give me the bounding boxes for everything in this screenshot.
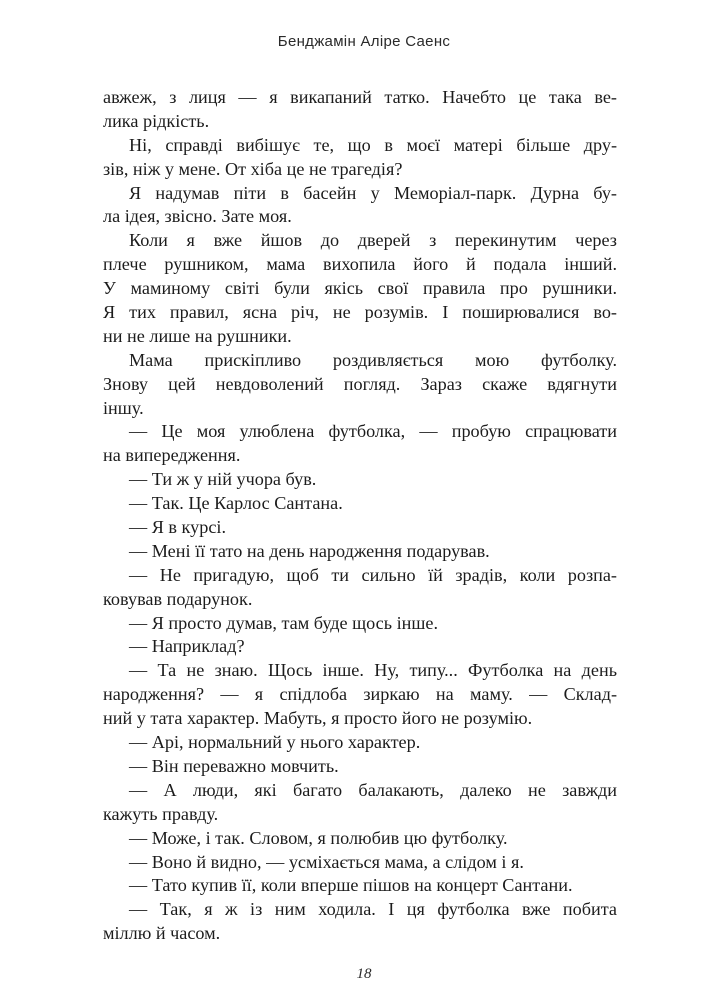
text-line: зів, ніж у мене. От хіба це не трагедія? — [103, 158, 403, 179]
text-line: Коли я вже йшов до дверей з перекинутим через — [129, 230, 617, 251]
text-line: ла ідея, звісно. Зате моя. — [103, 206, 292, 227]
text-line: — Воно й видно, — усміхається мама, а слідом і я. — [129, 851, 524, 872]
text-line: — Ти ж у ній учора був. — [129, 469, 317, 490]
text-line: ний у тата характер. Мабуть, я просто його не розумію. — [103, 708, 533, 729]
text-line: — Я в курсі. — [129, 517, 226, 538]
text-line: іншу. — [103, 397, 144, 418]
text-line: — Так, я ж із ним ходила. І ця футболка вже побита — [129, 899, 617, 920]
text-line: — Та не знаю. Щось інше. Ну, типу... Футболка на день — [129, 660, 617, 681]
text-line: ковував подарунок. — [103, 588, 253, 609]
text-line: на випередження. — [103, 445, 241, 466]
text-line: кажуть правду. — [103, 803, 219, 824]
text-line: ни не лише на рушники. — [103, 325, 292, 346]
text-line: міллю й часом. — [103, 923, 221, 944]
text-line: плече рушником, мама вихопила його й подала інший. — [103, 254, 617, 275]
text-line: — Він переважно мовчить. — [129, 755, 339, 776]
text-line: — Мені її тато на день народження подарував. — [129, 540, 490, 561]
text-line: — Тато купив її, коли вперше пішов на концерт Сантани. — [129, 875, 573, 896]
text-line: У маминому світі були якісь свої правила про рушники. — [103, 278, 617, 299]
text-line: — Може, і так. Словом, я полюбив цю футболку. — [129, 827, 508, 848]
body-text — [103, 86, 617, 946]
text-line: Знову цей невдоволений погляд. Зараз скаже вдягнути — [103, 373, 617, 394]
text-line: — Я просто думав, там буде щось інше. — [129, 612, 439, 633]
text-line: Я надумав піти в басейн у Меморіал-парк. Дурна бу- — [129, 182, 617, 203]
text-line: — Так. Це Карлос Сантана. — [129, 493, 343, 514]
text-line: — Наприклад? — [129, 636, 245, 657]
text-line: авжеж, з лиця — я викапаний татко. Начебто це така ве- — [103, 87, 617, 107]
text-line: Я тих правил, ясна річ, не розумів. І поширювалися во- — [103, 302, 617, 323]
text-line: Ні, справді вибішує те, що в моєї матері більше дру- — [129, 134, 617, 155]
text-line: — Це моя улюблена футболка, — пробую спрацювати — [129, 421, 617, 442]
page-number: 18 — [356, 966, 372, 982]
text-line: — Арі, нормальний у нього характер. — [129, 732, 421, 753]
text-line: — А люди, які багато балакають, далеко не завжди — [129, 779, 617, 800]
text-line: народження? — я спідлоба зиркаю на маму. — Склад- — [103, 684, 617, 705]
text-line: Мама прискіпливо роздивляється мою футболку. — [129, 349, 617, 370]
text-line: лика рідкість. — [103, 110, 210, 131]
text-line: — Не пригадую, щоб ти сильно їй зрадів, коли розпа- — [129, 564, 617, 585]
running-head: Бенджамін Аліре Саенс — [277, 33, 451, 50]
